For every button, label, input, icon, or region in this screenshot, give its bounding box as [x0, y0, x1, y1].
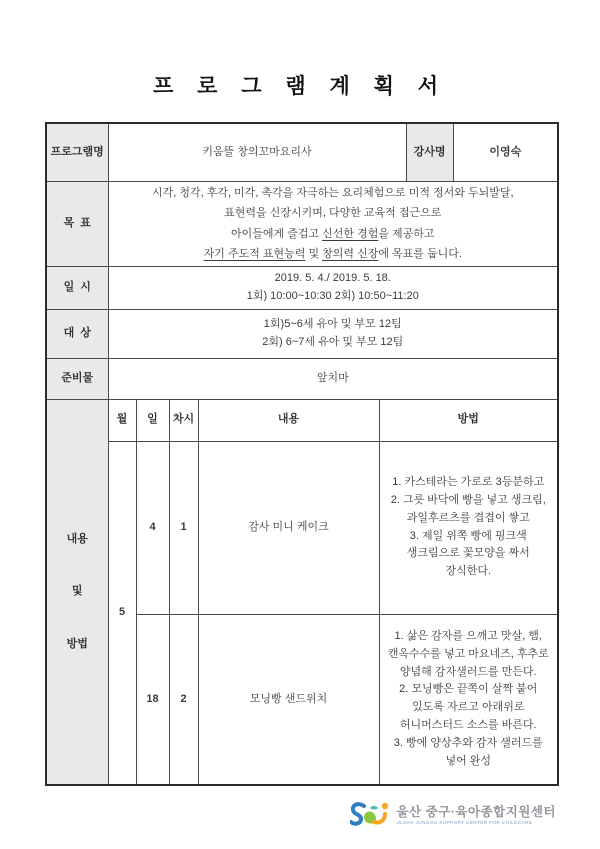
- goal-line-4-text: 및: [305, 247, 323, 260]
- day-value-1: 4: [136, 441, 169, 614]
- datetime-line-2: 1회) 10:00~10:30 2회) 10:50~11:20: [246, 289, 419, 302]
- datetime-value: [108, 266, 558, 309]
- method-2-line-3: 양념해 감자샐러드를 만든다.: [399, 665, 537, 678]
- materials-value: 앞치마: [108, 358, 558, 399]
- method-2-line-7: 3. 빵에 양상추와 감자 샐러드를: [393, 736, 543, 749]
- session-value-1: 1: [169, 441, 198, 614]
- program-plan-table: [45, 122, 559, 786]
- schedule-row-1: [46, 441, 558, 614]
- method-1-line-2: 2. 그릇 바닥에 빵을 넣고 생크림,: [390, 493, 546, 506]
- datetime-label: 일 시: [46, 266, 108, 309]
- organization-name-korean: 울산 중구·육아종합지원센터: [396, 805, 556, 819]
- materials-label: 준비물: [46, 358, 108, 399]
- method-2-line-6: 허니머스터드 소스를 바른다.: [399, 719, 537, 732]
- method-2-line-1: 1. 삶은 감자를 으깨고 맛살, 햄,: [394, 630, 542, 642]
- method-value-2: [379, 614, 558, 785]
- row-target: [46, 309, 558, 358]
- target-line-1: 1회)5~6세 유아 및 부모 12팀: [263, 318, 402, 331]
- col-header-content: 내용: [198, 399, 379, 441]
- organization-name-english: ULSAN JUNGGU SUPPORT CENTER FOR CHILDCARE: [396, 821, 533, 826]
- method-1-line-4: 3. 제일 위쪽 빵에 핑크색: [409, 529, 527, 542]
- goal-line-3-text: 아이들에게 즐겁고: [231, 227, 323, 240]
- session-value-2: 2: [169, 614, 198, 785]
- row-datetime: [46, 266, 558, 309]
- col-header-session: 차시: [169, 399, 198, 441]
- goal-line-4-tail: 에 목표를 둡니다.: [378, 247, 462, 260]
- target-label: 대 상: [46, 309, 108, 358]
- col-header-day: 일: [136, 399, 169, 441]
- col-header-month: 월: [108, 399, 136, 441]
- page-title: 프 로 그 램 계 획 서: [152, 75, 447, 98]
- content-value-2: 모닝빵 샌드위치: [198, 614, 379, 785]
- program-name-label: 프로그램명: [46, 123, 108, 181]
- content-method-section-label: [46, 399, 108, 785]
- target-line-2: 2회) 6~7세 유아 및 부모 12팀: [262, 335, 404, 348]
- method-2-line-4: 2. 모닝빵은 끝쪽이 살짝 붙어: [399, 683, 538, 696]
- row-materials: [46, 358, 558, 399]
- section-label-line-1: 내용: [66, 532, 88, 545]
- goal-line-3-underlined: 신선한 경험: [322, 227, 379, 240]
- goal-line-2: 표현력을 신장시키며, 다양한 교육적 접근으로: [224, 207, 442, 220]
- datetime-line-1: 2019. 5. 4./ 2019. 5. 18.: [274, 272, 391, 285]
- childcare-center-logo-icon: [350, 798, 390, 830]
- program-name-value: 키움뜰 창의꼬마요리사: [108, 123, 406, 181]
- method-1-line-6: 장식한다.: [445, 565, 492, 578]
- instructor-value: 이영숙: [453, 123, 558, 181]
- content-value-1: 감사 미니 케이크: [198, 441, 379, 614]
- instructor-label: 강사명: [406, 123, 453, 181]
- section-label-line-2: 및: [71, 585, 83, 598]
- col-header-method: 방법: [379, 399, 558, 441]
- goal-value: [108, 181, 558, 266]
- organization-name: [396, 802, 556, 826]
- goal-line-4-underlined-1: 자기 주도적 표현능력: [203, 247, 306, 260]
- goal-line-1: 시각, 청각, 후각, 미각, 촉각을 자극하는 요리체험으로 미적 정서와 두뇌발달,: [151, 186, 514, 199]
- target-value: [108, 309, 558, 358]
- row-goal: [46, 181, 558, 266]
- method-2-line-5: 있도록 자르고 아래위로: [412, 701, 525, 714]
- month-value: 5: [108, 441, 136, 785]
- method-value-1: [379, 441, 558, 614]
- day-value-2: 18: [136, 614, 169, 785]
- method-1-line-5: 생크림으로 꽃모양을 짜서: [406, 547, 530, 560]
- method-2-line-2: 캔옥수수를 넣고 마요네즈, 후추로: [387, 647, 549, 660]
- method-1-line-3: 과일후르츠를 겹겹이 쌓고: [406, 511, 530, 524]
- row-program: [46, 123, 558, 181]
- section-label-line-3: 방법: [66, 638, 88, 651]
- goal-line-3: [111, 224, 556, 244]
- goal-label: 목 표: [46, 181, 108, 266]
- goal-line-4: [111, 244, 556, 264]
- goal-line-3-tail: 을 제공하고: [378, 227, 435, 240]
- method-1-line-1: 1. 카스테라는 가로로 3등분하고: [392, 476, 545, 489]
- organization-logo: [350, 798, 556, 830]
- goal-line-4-underlined-2: 창의력 신장: [322, 247, 379, 260]
- row-schedule-header: [46, 399, 558, 441]
- method-2-line-8: 넣어 완성: [445, 754, 492, 767]
